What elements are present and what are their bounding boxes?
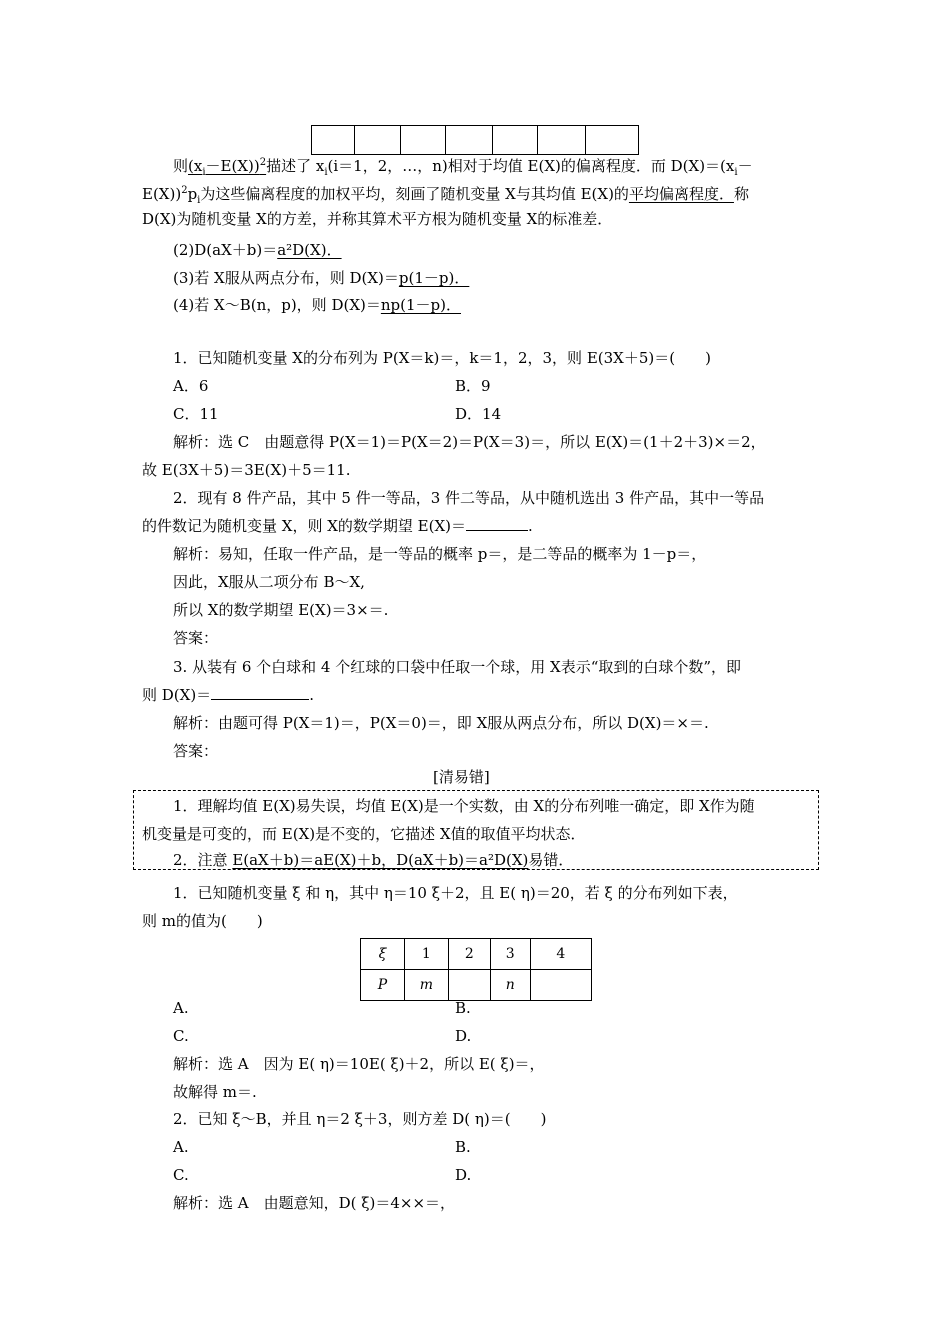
distribution-table: [360, 938, 592, 1001]
property-2: [173, 240, 342, 260]
table-cell: [448, 970, 490, 1001]
error-1-line-2: 机变量是可变的，而 E(X)是不变的，它描述 X值的取值平均状态．: [142, 825, 586, 843]
subscript: i: [202, 167, 206, 178]
text: 称: [733, 185, 749, 203]
subscript: i: [324, 167, 328, 178]
text: 的件数记为随机变量 X，则 X的数学期望 E(X)＝: [142, 517, 466, 535]
text: －: [737, 157, 753, 175]
q1-analysis-2: 故 E(3X＋5)＝3E(X)＋5＝11.: [142, 461, 351, 479]
q4-stem-2: 则 m的值为( ): [142, 912, 263, 930]
q3-answer: 答案：: [173, 742, 219, 760]
answer-blank: [211, 685, 309, 700]
emphasized-formula: E(aX＋b)＝aE(X)＋b，D(aX＋b)＝a²D(X): [232, 851, 529, 869]
table-cell: [312, 126, 355, 155]
q5-analysis: 解析：选 A 由题意知，D( ξ)＝4××＝，: [173, 1194, 456, 1212]
subscript: i: [734, 167, 738, 178]
text: .: [309, 686, 314, 704]
text: (3)若 X服从两点分布，则 D(X)＝: [173, 269, 399, 287]
table-cell: [355, 126, 400, 155]
q1-analysis-1: 解析：选 C 由题意得 P(X＝1)＝P(X＝2)＝P(X＝3)＝，所以 E(X)＝(1＋2＋3)×＝2，: [173, 433, 766, 451]
table-cell: n: [490, 970, 530, 1001]
table-cell: ξ: [361, 939, 405, 970]
table-cell: m: [404, 970, 448, 1001]
q4-analysis-1: 解析：选 A 因为 E( η)＝10E( ξ)＋2，所以 E( ξ)＝，: [173, 1055, 545, 1073]
section-title: [清易错]: [433, 768, 490, 786]
table-cell: 2: [448, 939, 490, 970]
variance-line-1: [173, 153, 753, 183]
table-cell: [538, 126, 585, 155]
q1-option-d: D．14: [455, 405, 502, 423]
deviation-expr: [188, 157, 267, 178]
q4-option-b: B.: [455, 999, 471, 1017]
q2-answer: 答案：: [173, 629, 219, 647]
filled-blank: p(1－p)．: [398, 269, 470, 287]
q4-option-c: C.: [173, 1027, 189, 1045]
table-cell: 3: [490, 939, 530, 970]
text: 2．注意: [173, 851, 233, 869]
filled-blank: 平均偏离程度．: [628, 185, 734, 203]
q1-option-c: C．11: [173, 405, 219, 423]
text: .: [528, 517, 533, 535]
q1-stem: 1．已知随机变量 X的分布列为 P(X＝k)＝，k＝1，2，3，则 E(3X＋5)＝( ): [173, 349, 711, 367]
q4-stem-1: 1．已知随机变量 ξ 和 η，其中 η＝10 ξ＋2，且 E( η)＝20，若 ξ 的分布列如下表，: [173, 884, 738, 902]
superscript: 2: [181, 185, 188, 196]
error-1-line-1: 1．理解均值 E(X)易失误，均值 E(X)是一个实数，由 X的分布列唯一确定，即 X作为随: [173, 797, 755, 815]
table-cell: [400, 126, 445, 155]
q5-option-c: C.: [173, 1166, 189, 1184]
q2-analysis-3: 所以 X的数学期望 E(X)＝3×＝.: [173, 601, 389, 619]
table-cell: [530, 970, 591, 1001]
text: 则: [173, 157, 189, 175]
q5-option-a: A.: [173, 1138, 189, 1156]
q3-stem-1: 3. 从装有 6 个白球和 4 个红球的口袋中任取一个球，用 X表示“取到的白球个数”，即: [173, 658, 742, 676]
subscript: i: [197, 195, 201, 206]
table-cell: [493, 126, 538, 155]
text: 描述了 x: [266, 157, 325, 175]
variance-line-3: D(X)为随机变量 X的方差，并称其算术平方根为随机变量 X的标准差．: [142, 210, 613, 228]
table-cell: [585, 126, 638, 155]
q4-analysis-2: 故解得 m＝.: [173, 1083, 257, 1101]
table-cell: P: [361, 970, 405, 1001]
property-3: [173, 268, 469, 288]
q4-option-a: A.: [173, 999, 189, 1017]
q1-option-b: B．9: [455, 377, 491, 395]
q2-stem-2: [142, 516, 533, 536]
q2-stem-1: 2．现有 8 件产品，其中 5 件一等品，3 件二等品，从中随机选出 3 件产品，其中一等品: [173, 489, 765, 507]
q3-stem-2: [142, 685, 314, 705]
q2-analysis-1: 解析：易知，任取一件产品，是一等品的概率 p＝，是二等品的概率为 1－p＝，: [173, 545, 707, 563]
text: (2)D(aX＋b)＝: [173, 241, 278, 259]
q5-option-b: B.: [455, 1138, 471, 1156]
table-cell: 1: [404, 939, 448, 970]
text: (4)若 X～B(n，p)，则 D(X)＝: [173, 296, 381, 314]
filled-blank: np(1－p)．: [380, 296, 461, 314]
q4-option-d: D.: [455, 1027, 472, 1045]
q2-analysis-2: 因此，X服从二项分布 B～X,: [173, 573, 365, 591]
error-2: [173, 850, 573, 870]
top-empty-table: [311, 125, 639, 155]
q3-analysis: 解析：由题可得 P(X＝1)＝，P(X＝0)＝，即 X服从两点分布，所以 D(X)＝×＝.: [173, 714, 709, 732]
text: 易错．: [528, 851, 574, 869]
filled-blank: a²D(X)．: [277, 241, 342, 259]
q5-stem: 2．已知 ξ～B，并且 η＝2 ξ＋3，则方差 D( η)＝( ): [173, 1110, 547, 1128]
text: p: [187, 185, 198, 203]
table-cell: 4: [530, 939, 591, 970]
table-cell: [445, 126, 492, 155]
q1-option-a: A．6: [173, 377, 209, 395]
property-4: [173, 295, 461, 315]
text: 为这些偏离程度的加权平均，刻画了随机变量 X与其均值 E(X)的: [200, 185, 629, 203]
q5-option-d: D.: [455, 1166, 472, 1184]
answer-blank: [466, 516, 528, 531]
text: (i＝1，2，…，n)相对于均值 E(X)的偏离程度．而 D(X)＝(x: [327, 157, 735, 175]
text: －E(X)): [205, 157, 260, 175]
superscript: 2: [259, 157, 267, 168]
variance-line-2: [142, 181, 749, 211]
text: E(X)): [142, 185, 182, 203]
text: 则 D(X)＝: [142, 686, 212, 704]
text: (x: [188, 157, 203, 175]
